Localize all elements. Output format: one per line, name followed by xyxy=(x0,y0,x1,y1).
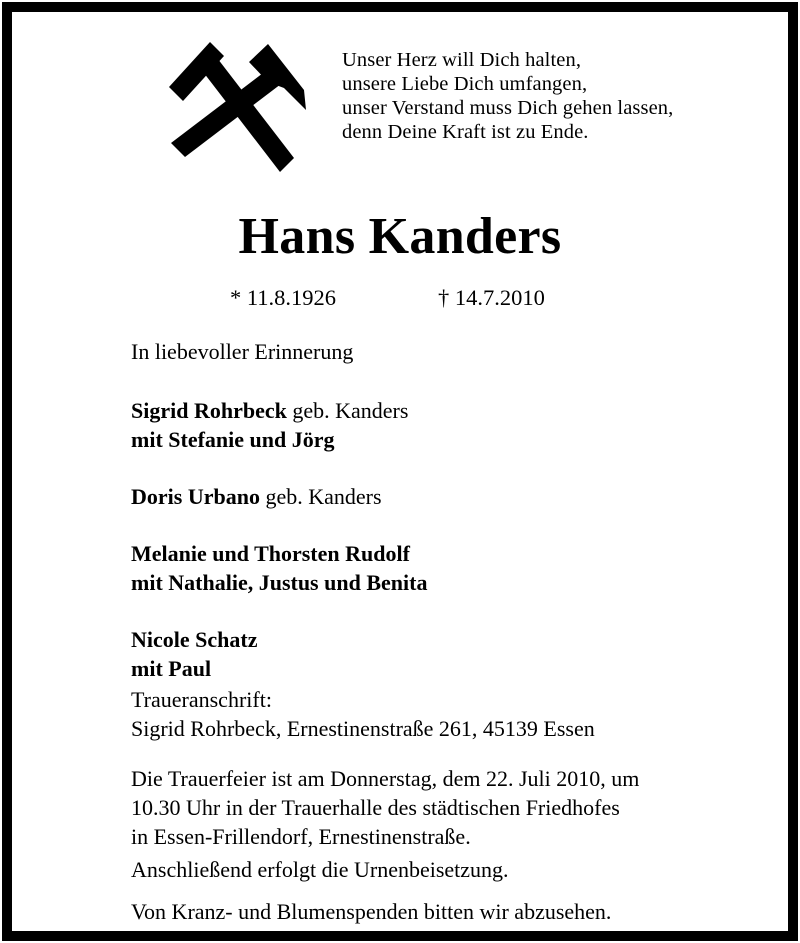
mourning-address xyxy=(131,685,781,743)
obituary-notice xyxy=(2,2,798,941)
ceremony-line: 10.30 Uhr in der Trauerhalle des städtischen Friedhofes xyxy=(131,795,620,820)
intro-text xyxy=(131,337,781,366)
maiden-name: geb. Kanders xyxy=(286,398,409,423)
mourner-name: Sigrid Rohrbeck xyxy=(131,398,287,423)
ceremony-info xyxy=(131,764,781,851)
mourner-name: Melanie und Thorsten Rudolf xyxy=(131,541,410,566)
death-date: † 14.7.2010 xyxy=(438,285,545,310)
poem-line: denn Deine Kraft ist zu Ende. xyxy=(342,121,589,143)
mourner-family: mit Stefanie und Jörg xyxy=(131,427,335,452)
memorial-poem xyxy=(342,48,782,144)
burial-info xyxy=(131,855,781,884)
address-label: Traueranschrift: xyxy=(131,687,272,712)
mourner-group xyxy=(131,539,781,597)
ceremony-line: in Essen-Frillendorf, Ernestinenstraße. xyxy=(131,824,471,849)
maiden-name: geb. Kanders xyxy=(259,484,382,509)
poem-line: unsere Liebe Dich umfangen, xyxy=(342,73,588,95)
poem-line: unser Verstand muss Dich gehen lassen, xyxy=(342,97,674,119)
flowers-note xyxy=(131,897,781,926)
poem-line: Unser Herz will Dich halten, xyxy=(342,49,582,71)
hammer-and-pick-icon xyxy=(164,32,314,177)
mourner-name: Doris Urbano xyxy=(131,484,260,509)
intro-line: In liebevoller Erinnerung xyxy=(131,339,354,364)
mourner-family: mit Nathalie, Justus und Benita xyxy=(131,570,428,595)
ceremony-line: Die Trauerfeier ist am Donnerstag, dem 22. Juli 2010, um xyxy=(131,766,640,791)
burial-line: Anschließend erfolgt die Urnenbeisetzung. xyxy=(131,857,509,882)
mourner-group xyxy=(131,625,781,683)
mourner-line xyxy=(131,396,781,425)
deceased-name: Hans Kanders xyxy=(238,208,562,265)
flowers-line: Von Kranz- und Blumenspenden bitten wir abzusehen. xyxy=(131,899,612,924)
mourner-group xyxy=(131,482,781,511)
mourner-name: Nicole Schatz xyxy=(131,627,258,652)
birth-date: * 11.8.1926 xyxy=(230,285,337,310)
address-text: Sigrid Rohrbeck, Ernestinenstraße 261, 45139 Essen xyxy=(131,716,595,741)
mourner-group xyxy=(131,396,781,454)
mourner-line xyxy=(131,482,781,511)
mourner-family: mit Paul xyxy=(131,656,212,681)
